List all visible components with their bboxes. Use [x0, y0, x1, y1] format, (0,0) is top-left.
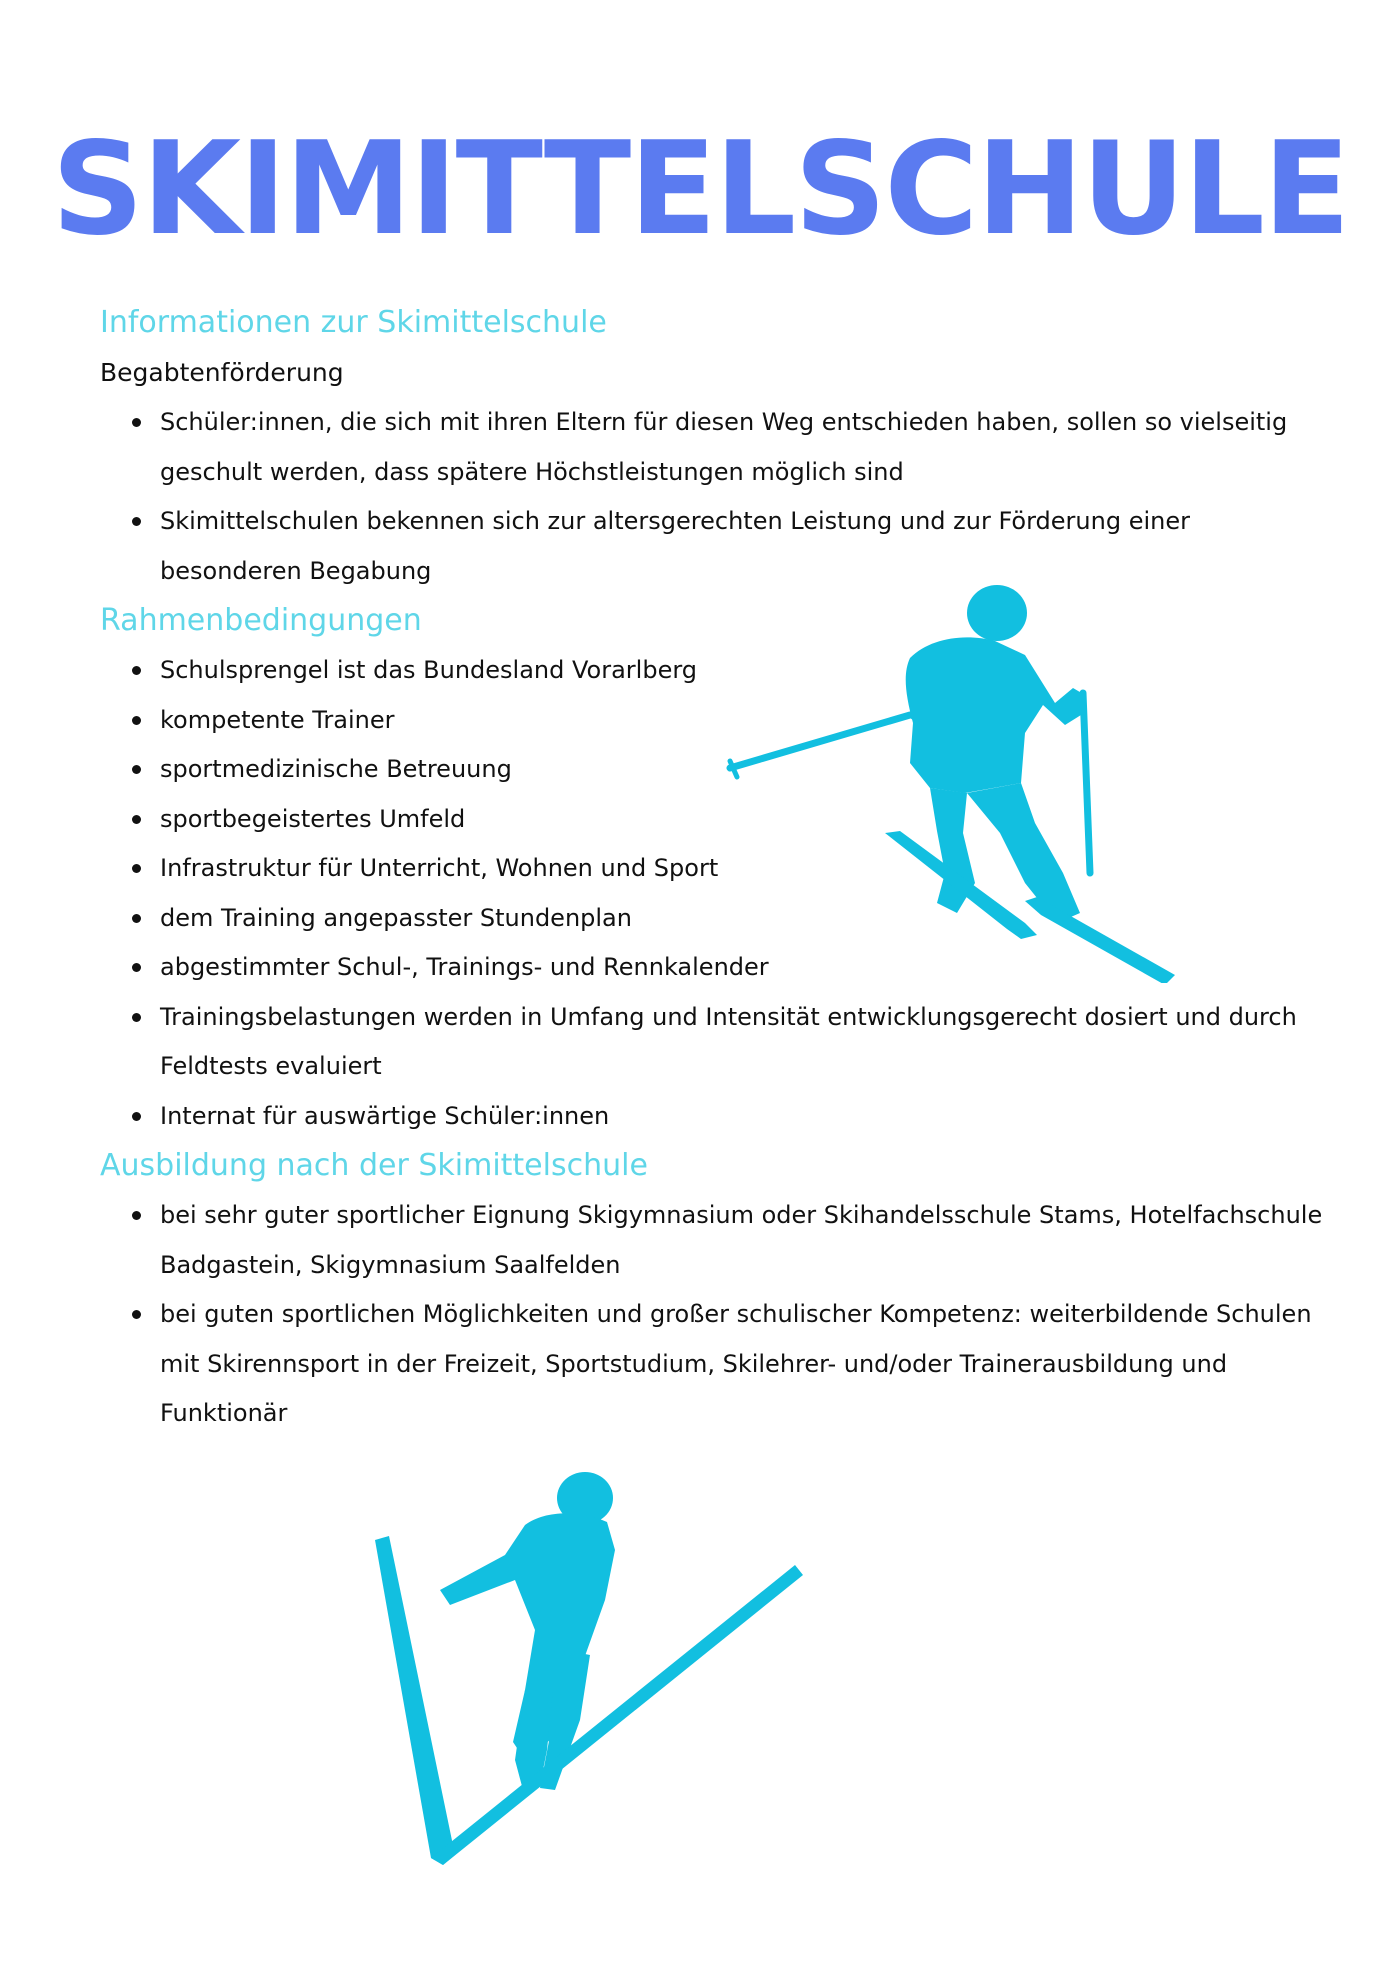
page-title: SKIMITTELSCHULE [51, 114, 1349, 264]
bullet-icon [132, 815, 141, 824]
list-item: dem Training angepasster Stundenplan [100, 894, 1330, 944]
bullet-icon [132, 1112, 141, 1121]
list-item: bei guten sportlichen Möglichkeiten und großer schulischer Kompetenz: weiterbildende Schulen mit Skirennsport in der Freizeit, Sportstudium, Skilehrer- und/oder Trainerausbildung und Funktionär [100, 1290, 1330, 1439]
section-heading-ausbildung: Ausbildung nach der Skimittelschule [100, 1148, 648, 1183]
bullet-icon [132, 914, 141, 923]
bullet-icon [132, 1013, 141, 1022]
subheading-begabtenfoerderung: Begabtenförderung [100, 358, 344, 387]
bullet-icon [132, 418, 141, 427]
list-item: kompetente Trainer [100, 696, 1330, 746]
section-heading-info: Informationen zur Skimittelschule [100, 305, 607, 340]
downhill-skier-icon [725, 583, 1175, 983]
section-heading-rahmen: Rahmenbedingungen [100, 603, 422, 638]
bullet-icon [132, 864, 141, 873]
list-item: Internat für auswärtige Schüler:innen [100, 1092, 1330, 1142]
list-item: abgestimmter Schul-, Trainings- und Rennkalender [100, 943, 1330, 993]
bullet-icon [132, 716, 141, 725]
info-list [100, 398, 1330, 596]
ski-jumper-icon [375, 1470, 805, 1880]
bullet-icon [132, 765, 141, 774]
list-item: bei sehr guter sportlicher Eignung Skigymnasium oder Skihandelsschule Stams, Hotelfachschule Badgastein, Skigymnasium Saalfelden [100, 1191, 1330, 1290]
ausbildung-list [100, 1191, 1330, 1439]
bullet-icon [132, 1310, 141, 1319]
bullet-icon [132, 963, 141, 972]
bullet-icon [132, 517, 141, 526]
bullet-icon [132, 666, 141, 675]
list-item: sportbegeistertes Umfeld [100, 795, 1330, 845]
list-item: Schüler:innen, die sich mit ihren Eltern für diesen Weg entschieden haben, sollen so vielseitig geschult werden, dass spätere Höchstleistungen möglich sind [100, 398, 1330, 497]
list-item: Schulsprengel ist das Bundesland Vorarlberg [100, 646, 1330, 696]
list-item: Trainingsbelastungen werden in Umfang und Intensität entwicklungsgerecht dosiert und durch Feldtests evaluiert [100, 993, 1330, 1092]
bullet-icon [132, 1211, 141, 1220]
list-item: Skimittelschulen bekennen sich zur altersgerechten Leistung und zur Förderung einer besonderen Begabung [100, 497, 1330, 596]
list-item: Infrastruktur für Unterricht, Wohnen und Sport [100, 844, 1330, 894]
list-item: sportmedizinische Betreuung [100, 745, 1330, 795]
